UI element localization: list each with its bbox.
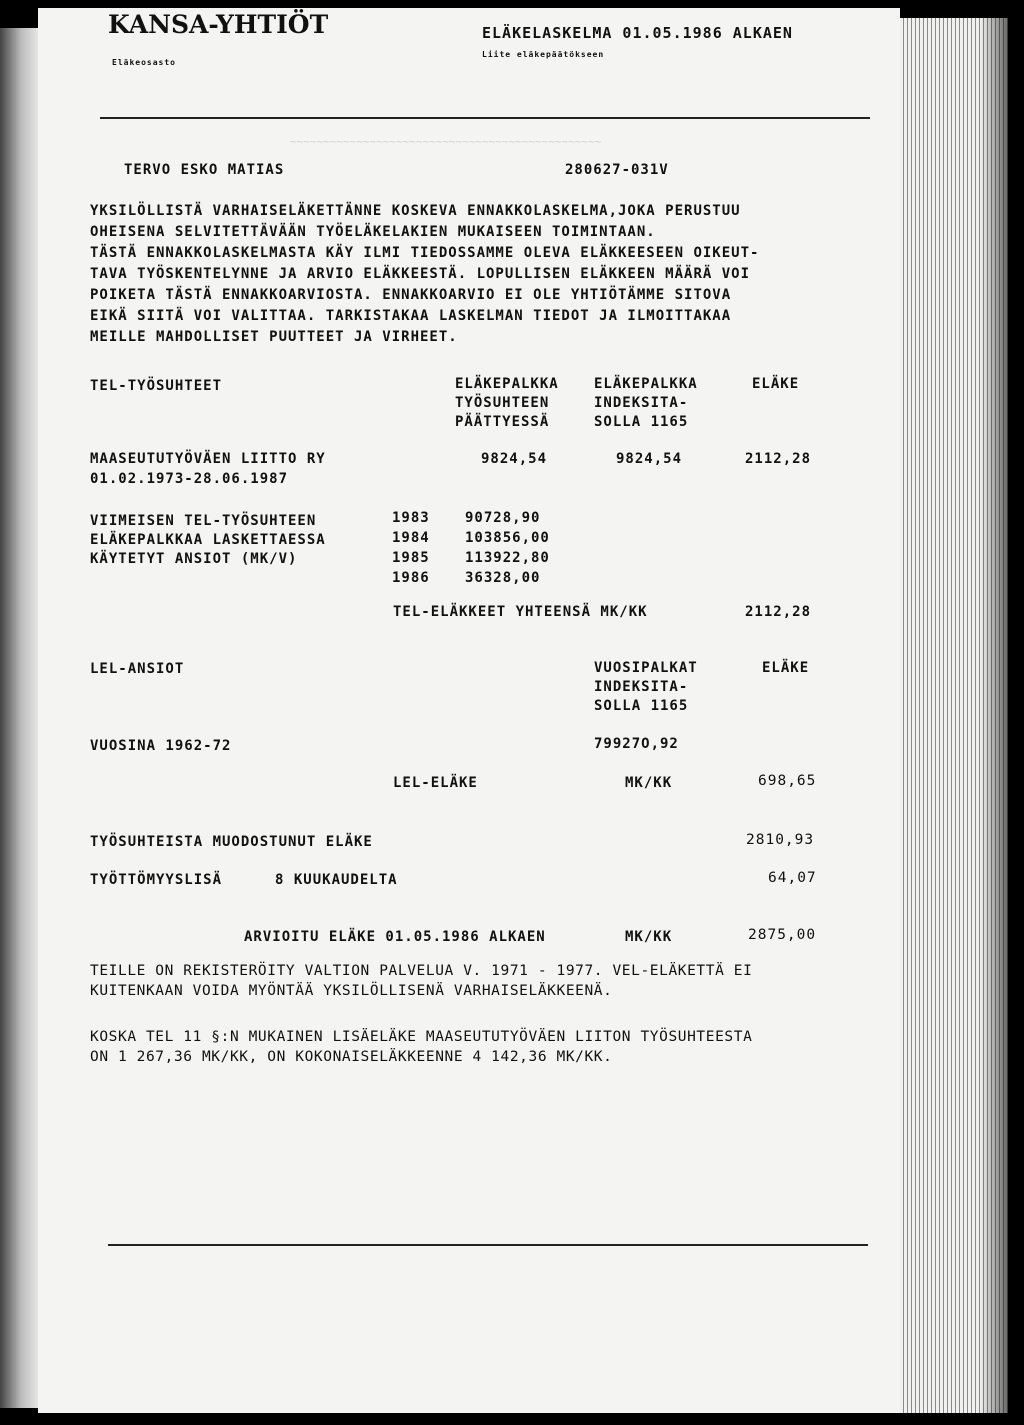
lel-pension-value: 698,65 <box>758 773 817 789</box>
header-divider <box>100 117 870 119</box>
document-title: ELÄKELASKELMA 01.05.1986 ALKAEN <box>482 24 793 42</box>
lel-section-label: LEL-ANSIOT <box>90 661 185 677</box>
tel-col2-header: SOLLA 1165 <box>594 414 689 430</box>
tel-col3-header: ELÄKE <box>752 376 800 392</box>
lel-col1-header: SOLLA 1165 <box>594 698 689 714</box>
unemployment-months: 8 KUUKAUDELTA <box>275 872 398 888</box>
document-subtitle: Liite eläkepäätökseen <box>482 50 605 59</box>
earnings-amount: 103856,00 <box>465 530 550 546</box>
tel-section-label: TEL-TYÖSUHTEET <box>90 378 223 394</box>
tel-employer: MAASEUTUTYÖVÄEN LIITTO RY <box>90 451 326 467</box>
lel-col1-header: VUOSIPALKAT <box>594 660 698 676</box>
lel-unit: MK/KK <box>625 775 673 791</box>
book-left-edge <box>0 28 38 1408</box>
note-line: ON 1 267,36 MK/KK, ON KOKONAISELÄKKEENNE 4 142,36 MK/KK. <box>90 1049 613 1065</box>
employment-pension-label: TYÖSUHTEISTA MUODOSTUNUT ELÄKE <box>90 834 373 850</box>
intro-line: MEILLE MAHDOLLISET PUUTTEET JA VIRHEET. <box>90 329 458 345</box>
tel-total-value: 2112,28 <box>745 604 812 620</box>
note-line: TEILLE ON REKISTERÖITY VALTION PALVELUA V. 1971 - 1977. VEL-ELÄKETTÄ EI <box>90 963 753 979</box>
tel-pay-end: 9824,54 <box>481 451 548 467</box>
earnings-year: 1986 <box>392 570 430 586</box>
earnings-year: 1984 <box>392 530 430 546</box>
intro-line: OHEISENA SELVITETTÄVÄÄN TYÖELÄKELAKIEN MUKAISEEN TOIMINTAAN. <box>90 224 656 240</box>
intro-line: EIKÄ SIITÄ VOI VALITTAA. TARKISTAKAA LASKELMAN TIEDOT JA ILMOITTAKAA <box>90 308 732 324</box>
estimated-pension-label: ARVIOITU ELÄKE 01.05.1986 ALKAEN <box>244 929 546 945</box>
note-line: KUITENKAAN VOIDA MYÖNTÄÄ YKSILÖLLISENÄ VARHAISELÄKKEENÄ. <box>90 983 613 999</box>
footer-divider <box>108 1244 868 1246</box>
earnings-amount: 90728,90 <box>465 510 541 526</box>
company-logo-text: KANSA-YHTIÖT <box>108 10 329 39</box>
estimated-pension-value: 2875,00 <box>748 927 817 943</box>
earnings-label: ELÄKEPALKKAA LASKETTAESSA <box>90 532 326 548</box>
note-line: KOSKA TEL 11 §:N MUKAINEN LISÄELÄKE MAASEUTUTYÖVÄEN LIITON TYÖSUHTEESTA <box>90 1029 753 1045</box>
earnings-amount: 113922,80 <box>465 550 550 566</box>
tel-period: 01.02.1973-28.06.1987 <box>90 471 289 487</box>
lel-col1-header: INDEKSITA- <box>594 679 689 695</box>
page-stack-shadow <box>980 18 1010 1413</box>
intro-line: TÄSTÄ ENNAKKOLASKELMASTA KÄY ILMI TIEDOSSAMME OLEVA ELÄKKEESEEN OIKEUT- <box>90 245 760 261</box>
tel-col1-header: TYÖSUHTEEN <box>455 395 550 411</box>
intro-line: YKSILÖLLISTÄ VARHAISELÄKETTÄNNE KOSKEVA ENNAKKOLASKELMA,JOKA PERUSTUU <box>90 203 741 219</box>
tel-col1-header: PÄÄTTYESSÄ <box>455 414 550 430</box>
lel-years-label: VUOSINA 1962-72 <box>90 738 232 754</box>
bleed-through-text: ~~~~~~~~~~~~~~~~~~~~~~~~~~~~~~~~~~~~~~~~~~~~~~~ <box>290 135 602 148</box>
intro-line: POIKETA TÄSTÄ ENNAKKOARVIOSTA. ENNAKKOARVIO EI OLE YHTIÖTÄMME SITOVA <box>90 287 732 303</box>
tel-pay-index: 9824,54 <box>616 451 683 467</box>
employment-pension-value: 2810,93 <box>746 832 815 848</box>
person-name: TERVO ESKO MATIAS <box>124 162 285 178</box>
person-id: 280627-031V <box>565 162 669 178</box>
tel-pension: 2112,28 <box>745 451 812 467</box>
earnings-year: 1985 <box>392 550 430 566</box>
estimated-pension-unit: MK/KK <box>625 929 673 945</box>
lel-years-value: 79927O,92 <box>594 736 679 752</box>
intro-line: TAVA TYÖSKENTELYNNE JA ARVIO ELÄKKEESTÄ. LOPULLISEN ELÄKKEEN MÄÄRÄ VOI <box>90 266 751 282</box>
lel-pension-label: LEL-ELÄKE <box>393 775 478 791</box>
lel-col2-header: ELÄKE <box>762 660 810 676</box>
tel-col2-header: ELÄKEPALKKA <box>594 376 698 392</box>
company-subtitle: Eläkeosasto <box>112 58 176 67</box>
earnings-year: 1983 <box>392 510 430 526</box>
unemployment-supplement-value: 64,07 <box>768 870 817 886</box>
tel-col2-header: INDEKSITA- <box>594 395 689 411</box>
unemployment-supplement-label: TYÖTTÖMYYSLISÄ <box>90 872 223 888</box>
earnings-amount: 36328,00 <box>465 570 541 586</box>
tel-total-label: TEL-ELÄKKEET YHTEENSÄ MK/KK <box>393 604 648 620</box>
earnings-label: KÄYTETYT ANSIOT (MK/V) <box>90 551 298 567</box>
earnings-label: VIIMEISEN TEL-TYÖSUHTEEN <box>90 513 317 529</box>
tel-col1-header: ELÄKEPALKKA <box>455 376 559 392</box>
